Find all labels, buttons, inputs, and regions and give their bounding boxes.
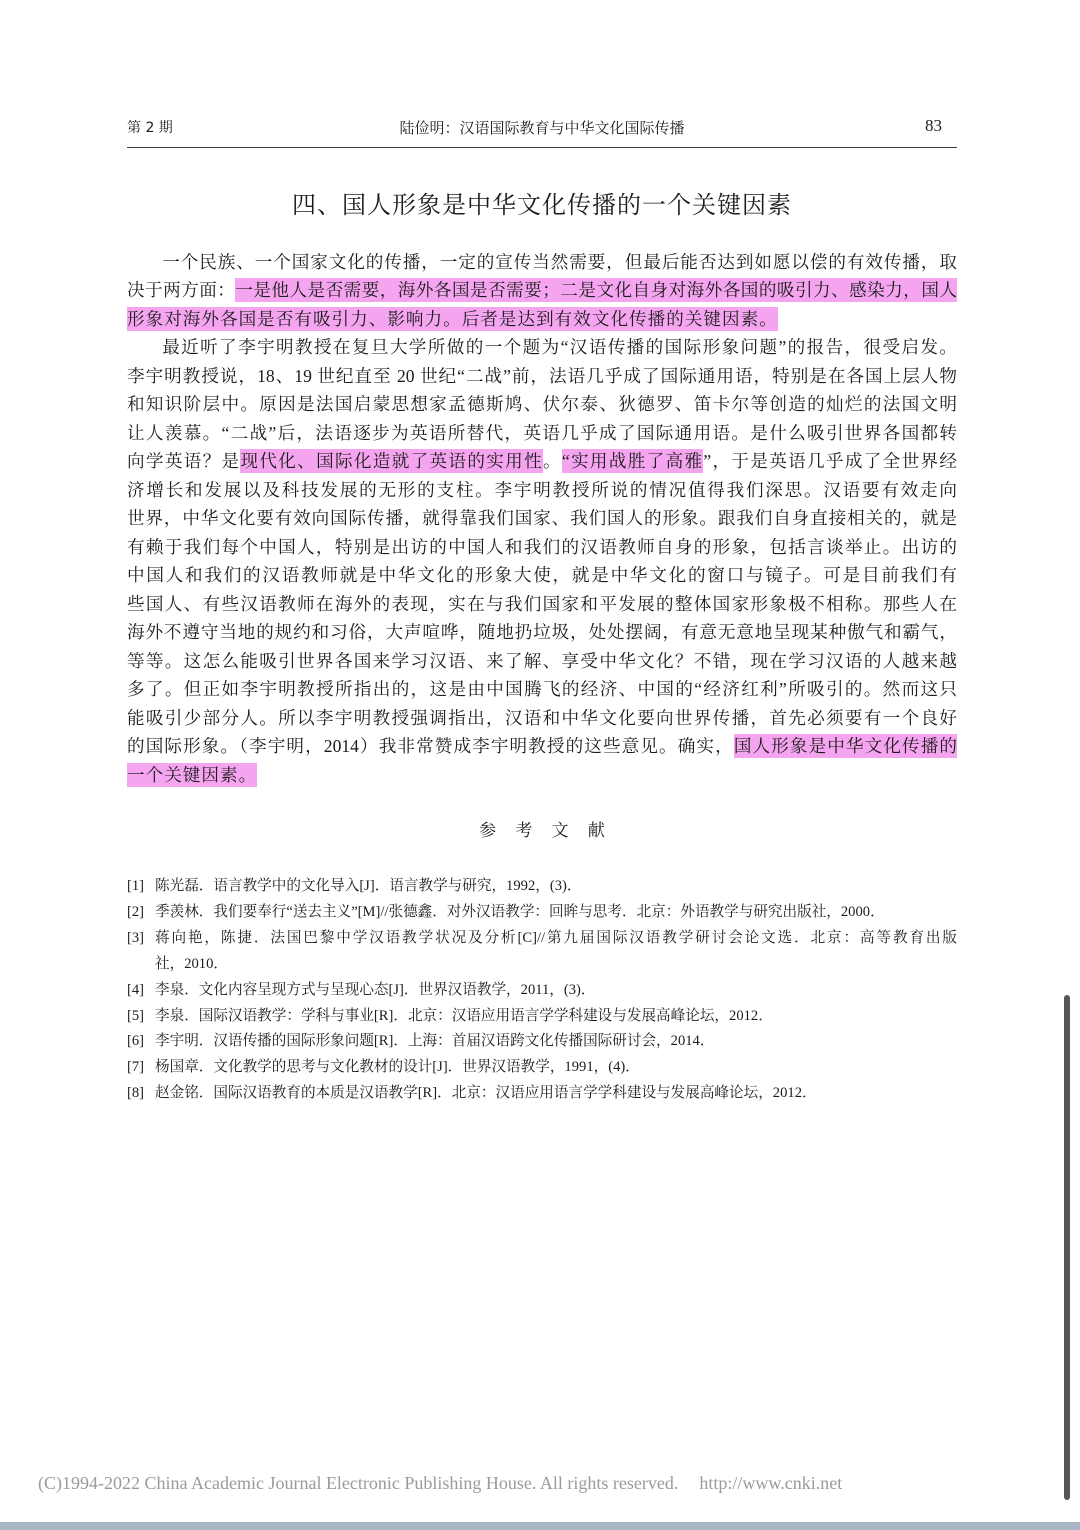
header-rule: [127, 147, 957, 148]
running-header: [127, 116, 957, 140]
scrollbar-thumb[interactable]: [1064, 995, 1070, 1500]
text-segment: 能吸引少部分人。所以李宇明教授强调指出，汉语和中华文化要向世界传播，首先必须要有一个良好: [127, 707, 957, 728]
text-segment: 决于两方面：: [127, 280, 236, 300]
copyright-text: (C)1994-2022 China Academic Journal Electronic Publishing House. All rights reserved.: [38, 1473, 679, 1493]
text-line: [127, 704, 957, 733]
reference-number: [1]: [127, 878, 145, 894]
text-line: [127, 618, 957, 647]
reference-number: [8]: [127, 1085, 145, 1102]
text-segment: 多了。但正如李宇明教授所指出的，这是由中国腾飞的经济、中国的“经济红利”所吸引的。然而这只: [127, 679, 957, 699]
text-line: [127, 647, 957, 676]
text-line: [127, 447, 957, 476]
reference-text: 李泉．国际汉语教学：学科与事业[R]．北京：汉语应用语言学学科建设与发展高峰论坛，2012．: [155, 1007, 773, 1024]
reference-item: [127, 874, 957, 900]
references-heading: 参 考 文 献: [479, 821, 605, 840]
highlighted-text[interactable]: 一个关键因素。: [127, 764, 258, 785]
text-segment: 的国际形象。（李宇明，2014）我非常赞成李宇明教授的这些意见。确实，: [127, 736, 734, 756]
text-segment: 让人羡慕。“二战”后，法语逐步为英语所替代，英语几乎成了国际通用语。是什么吸引世界各国都转: [127, 422, 957, 443]
text-segment: 世界，中华文化要有效向国际传播，就得靠我们国家、我们国人的形象。跟我们自身直接相关的，就是: [127, 508, 957, 528]
text-line: [127, 390, 957, 419]
text-line: [127, 362, 957, 391]
page-number: 83: [925, 116, 942, 135]
reference-line: 蒋向艳，陈捷．法国巴黎中学汉语教学状况及分析[C]//第九届国际汉语教学研讨会论文选．北京：高等教育出版: [155, 929, 957, 946]
highlighted-text[interactable]: 国人形象是中华文化传播的: [733, 736, 957, 756]
highlighted-text[interactable]: 现代化、国际化造就了英语的实用性: [240, 451, 543, 471]
text-segment: 李宇明教授说，18、19 世纪直至 20 世纪“二战”前，法语几乎成了国际通用语，特别是在各国上层人物: [127, 365, 957, 386]
reference-text: 陈光磊．语言教学中的文化导入[J]．语言教学与研究，1992，(3)．: [155, 878, 582, 894]
text-segment: ”，于是英语几乎成了全世界经: [703, 451, 957, 471]
reference-list: [127, 874, 957, 1107]
reference-text: [155, 926, 957, 978]
footer-url: http://www.cnki.net: [699, 1473, 843, 1493]
text-segment: 海外不遵守当地的规约和习俗，大声喧哗，随地扔垃圾，处处摆阔，有意无意地呈现某种傲气和霸气，: [127, 622, 957, 642]
text-segment: 。: [542, 451, 562, 471]
text-line: [127, 476, 957, 505]
text-segment: 中国人和我们的汉语教师就是中华文化的形象大使，就是中华文化的窗口与镜子。可是目前我们有: [127, 565, 957, 585]
text-line: [127, 276, 957, 305]
reference-number: [3]: [127, 929, 145, 946]
text-segment: 有赖于我们每个中国人，特别是出访的中国人和我们的汉语教师自身的形象，包括言谈举止。出访的: [127, 536, 957, 557]
reference-item: [127, 900, 957, 926]
section-title: 四、国人形象是中华文化传播的一个关键因素: [292, 191, 792, 219]
text-line: [127, 533, 957, 562]
reference-number: [2]: [127, 903, 145, 920]
reference-item: [127, 978, 957, 1004]
reference-number: [4]: [127, 981, 145, 998]
text-line: [127, 561, 957, 590]
text-segment: 和知识阶层中。原因是法国启蒙思想家孟德斯鸠、伏尔泰、狄德罗、笛卡尔等创造的灿烂的法国文明: [127, 394, 957, 414]
text-segment: 一个民族、一个国家文化的传播，一定的宣传当然需要，但最后能否达到如愿以偿的有效传播，取: [162, 251, 957, 272]
paragraph: [127, 333, 957, 789]
text-line: [127, 419, 957, 448]
reference-text: 赵金铭．国际汉语教育的本质是汉语教学[R]．北京：汉语应用语言学学科建设与发展高峰论坛，2012．: [155, 1085, 817, 1102]
text-line: [127, 333, 957, 362]
reference-text: 季羡林．我们要奉行“送去主义”[M]//张德鑫．对外汉语教学：回眸与思考．北京：外语教学与研究出版社，2000．: [155, 903, 885, 920]
reference-number: [5]: [127, 1007, 145, 1024]
reference-text: 杨国章．文化教学的思考与文化教材的设计[J]．世界汉语教学，1991，(4)．: [155, 1059, 640, 1076]
text-line: [127, 675, 957, 704]
highlighted-text[interactable]: “实用战胜了高雅: [561, 451, 704, 471]
reference-number: [7]: [127, 1059, 145, 1076]
reference-item: [127, 1004, 957, 1030]
body-text: [127, 248, 957, 790]
text-segment: 等等。这怎么能吸引世界各国来学习汉语、来了解、享受中华文化？不错，现在学习汉语的人越来越: [127, 650, 957, 671]
viewer-bottom-edge: [0, 1522, 1080, 1530]
reference-item: [127, 926, 957, 978]
text-line: [127, 732, 957, 761]
highlighted-text[interactable]: 形象对海外各国是否有吸引力、影响力。后者是达到有效文化传播的关键因素。: [127, 308, 778, 329]
reference-text: 李泉．文化内容呈现方式与呈现心态[J]．世界汉语教学，2011，(3)．: [155, 981, 596, 998]
highlighted-text[interactable]: 一是他人是否需要，海外各国是否需要；二是文化自身对海外各国的吸引力、感染力，国人: [235, 280, 957, 300]
issue-number: 第 2 期: [127, 120, 173, 136]
text-line: [127, 504, 957, 533]
text-line: [127, 305, 957, 334]
reference-item: [127, 1029, 957, 1055]
text-segment: 最近听了李宇明教授在复旦大学所做的一个题为“汉语传播的国际形象问题”的报告，很受启发。: [162, 337, 957, 357]
text-segment: 向学英语？是: [127, 451, 241, 471]
reference-number: [6]: [127, 1033, 145, 1050]
reference-item: [127, 1081, 957, 1107]
text-line: [127, 761, 957, 790]
copyright-footer: [38, 1471, 842, 1495]
reference-item: [127, 1055, 957, 1081]
running-title: 陆俭明：汉语国际教育与中华文化国际传播: [399, 119, 685, 137]
reference-line: 社，2010．: [155, 955, 228, 972]
text-segment: 济增长和发展以及科技发展的无形的支柱。李宇明教授所说的情况值得我们深思。汉语要有效走向: [127, 479, 957, 500]
reference-text: 李宇明．汉语传播的国际形象问题[R]．上海：首届汉语跨文化传播国际研讨会，2014．: [155, 1033, 715, 1050]
text-line: [127, 248, 957, 277]
text-segment: 些国人、有些汉语教师在海外的表现，实在与我们国家和平发展的整体国家形象极不相称。那些人在: [127, 593, 957, 614]
text-line: [127, 590, 957, 619]
paragraph: [127, 248, 957, 334]
